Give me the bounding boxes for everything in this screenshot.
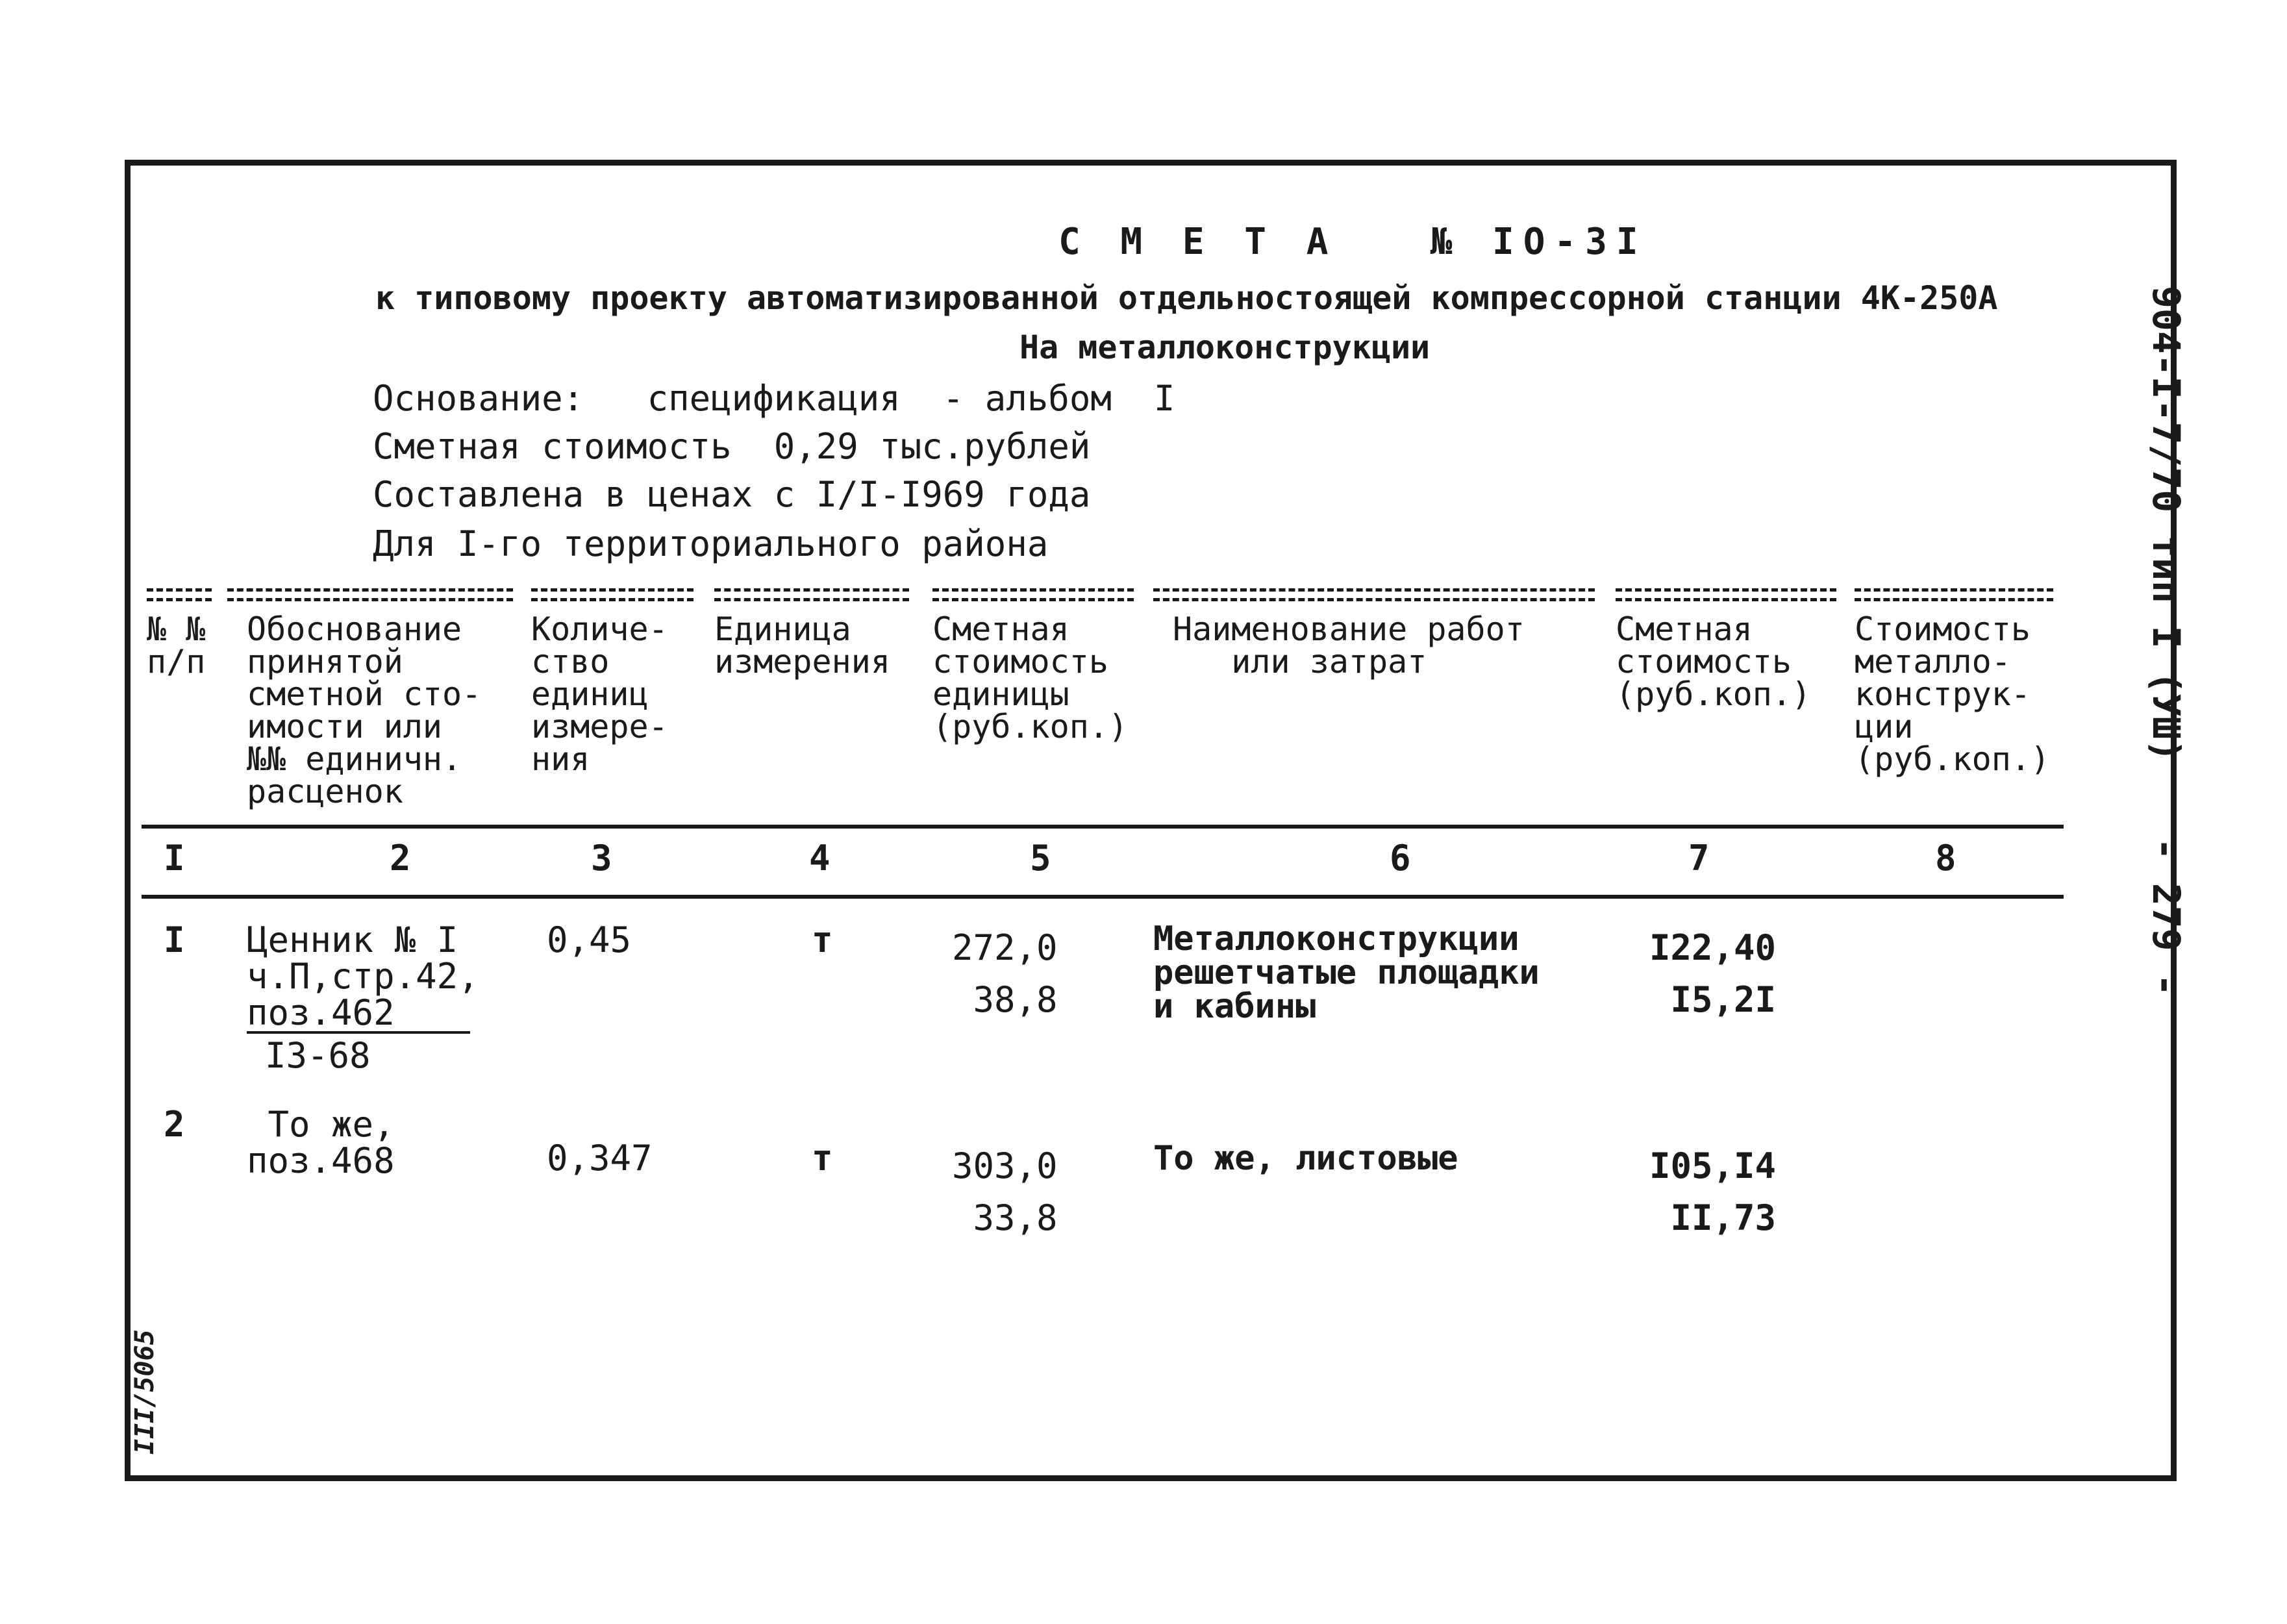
document-title: С М Е Т А № IO-3I bbox=[1058, 221, 1647, 263]
cost-line: Сметная стоимость 0,29 тыс.рублей bbox=[373, 426, 1091, 467]
header-col-5: Сметная стоимость единицы (руб.коп.) bbox=[932, 610, 1129, 745]
row-unit-cost: 303,0 33,8 bbox=[952, 1145, 1058, 1238]
header-col-7: Сметная стоимость (руб.коп.) bbox=[1616, 610, 1812, 713]
prices-line: Составлена в ценах с I/I-I969 года bbox=[373, 474, 1091, 515]
row-work-name: То же, листовые bbox=[1153, 1139, 1458, 1178]
header-col-1: № № п/п bbox=[147, 610, 206, 681]
row-basis-extra: I3-68 bbox=[265, 1035, 371, 1076]
document-subtitle-2: На металлоконструкции bbox=[1019, 329, 1431, 366]
header-col-4: Единица измерения bbox=[714, 610, 890, 681]
row-number: I bbox=[164, 919, 185, 960]
header-rule bbox=[714, 588, 909, 601]
col-numbers-rule bbox=[142, 895, 2064, 899]
side-page-number-text: - 279 - bbox=[2144, 838, 2188, 997]
archive-stamp-text: III/5065 bbox=[130, 1329, 160, 1455]
row-work-name: Металлоконструкции решетчатые площадки и кабины bbox=[1153, 919, 1540, 1026]
col-number-5: 5 bbox=[1030, 838, 1051, 879]
header-col-8: Стоимость металло- конструк- ции (руб.коп.) bbox=[1855, 610, 2051, 778]
side-project-code-text: 904-I-7/70 тип I (УШ) bbox=[2144, 286, 2188, 762]
col-number-2: 2 bbox=[390, 838, 411, 879]
row-basis: Ценник № I ч.П,стр.42, поз.462 bbox=[247, 919, 479, 1033]
header-rule bbox=[1855, 588, 2053, 601]
row-quantity: 0,347 bbox=[547, 1138, 653, 1179]
header-rule bbox=[932, 588, 1134, 601]
col-number-7: 7 bbox=[1688, 838, 1710, 879]
col-number-6: 6 bbox=[1390, 838, 1411, 879]
header-bottom-rule bbox=[142, 825, 2064, 829]
header-rule bbox=[147, 588, 212, 601]
col-number-1: I bbox=[164, 838, 185, 879]
side-page-number bbox=[2143, 838, 2195, 1006]
header-rule bbox=[531, 588, 694, 601]
row-total-cost: I22,40 I5,2I bbox=[1649, 927, 1777, 1020]
basis-line: Основание: спецификация - альбом I bbox=[373, 378, 1175, 419]
header-col-2: Обоснование принятой сметной сто- имости или №№ единичн. расценок bbox=[247, 610, 482, 810]
row-total-cost: I05,I4 II,73 bbox=[1649, 1145, 1777, 1238]
row-unit-cost: 272,0 38,8 bbox=[952, 927, 1058, 1020]
col-number-8: 8 bbox=[1935, 838, 1956, 879]
archive-stamp bbox=[130, 1299, 169, 1468]
header-col-6: Наименование работ или затрат bbox=[1173, 610, 1525, 681]
header-rule bbox=[1616, 588, 1836, 601]
header-rule bbox=[1153, 588, 1595, 601]
document-subtitle: к типовому проекту автоматизированной отдельностоящей компрессорной станции 4К-250А bbox=[375, 279, 1998, 317]
region-line: Для I-го территориального района bbox=[373, 523, 1049, 564]
col-number-3: 3 bbox=[591, 838, 612, 879]
row-number: 2 bbox=[164, 1104, 185, 1145]
row-quantity: 0,45 bbox=[547, 919, 632, 960]
col-number-4: 4 bbox=[809, 838, 831, 879]
header-rule bbox=[227, 588, 513, 601]
header-col-3: Количе- ство единиц измере- ния bbox=[531, 610, 668, 778]
row-unit: т bbox=[812, 919, 833, 960]
row-basis: То же, поз.468 bbox=[247, 1104, 395, 1181]
row-unit: т bbox=[812, 1138, 833, 1179]
